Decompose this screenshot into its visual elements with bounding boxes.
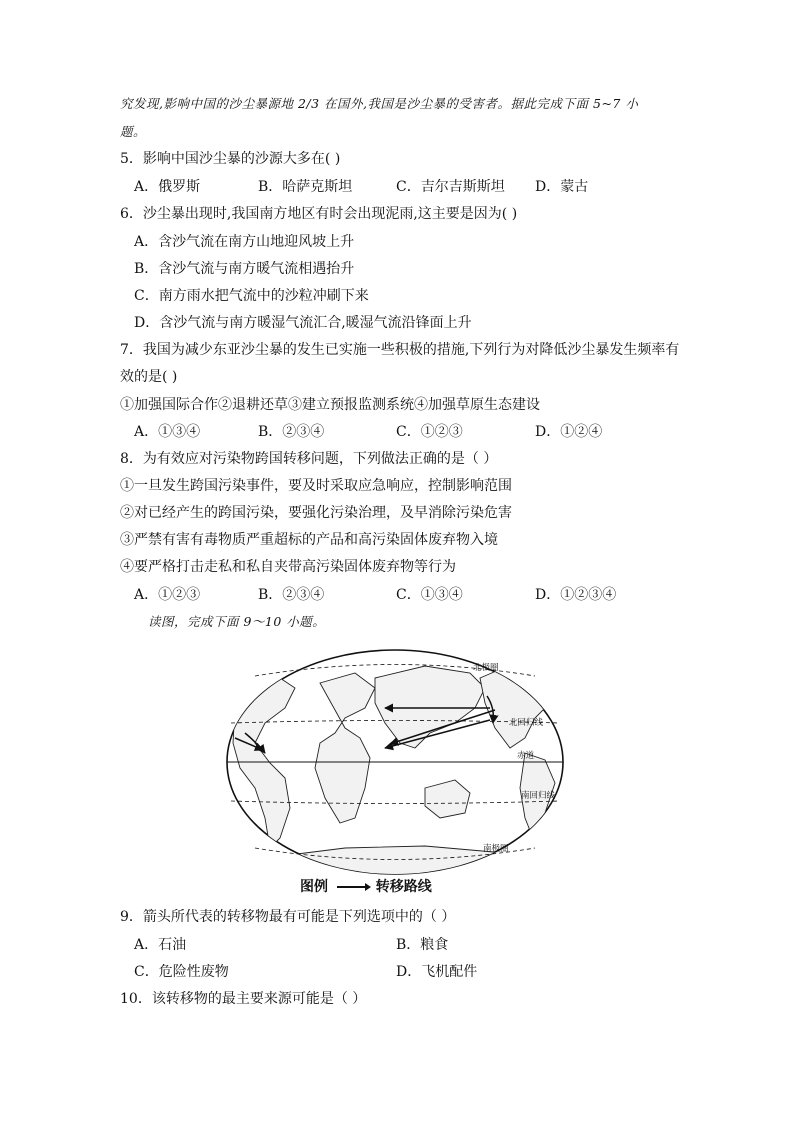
read-instruction: 读图，完成下面 9～10 小题。 — [148, 614, 326, 629]
question-8-statement-1: ①一旦发生跨国污染事件，要及时采取应急响应，控制影响范围 — [120, 478, 512, 494]
question-6-option-b[interactable]: B．含沙气流与南方暖气流相遇抬升 — [134, 261, 355, 277]
world-map-svg — [225, 648, 565, 876]
legend-arrow-icon — [337, 886, 367, 888]
question-9-option-d[interactable]: D．飞机配件 — [396, 964, 478, 980]
label-arctic-circle: 北极圈 — [473, 663, 499, 673]
legend-text: 转移路线 — [375, 879, 432, 895]
question-8-statement-4: ④要严格打击走私和私自夹带高污染固体废弃物等行为 — [120, 559, 456, 575]
question-9-option-b[interactable]: B．粮食 — [396, 937, 449, 953]
world-map-figure — [225, 648, 565, 898]
question-7-option-a[interactable]: A．①③④ — [134, 424, 201, 440]
question-8-statement-2: ②对已经产生的跨国污染，要强化污染治理，及早消除污染危害 — [120, 505, 512, 521]
question-8-option-c[interactable]: C．①③④ — [396, 587, 463, 603]
question-8-statement-3: ③严禁有害有毒物质严重超标的产品和高污染固体废弃物入境 — [120, 532, 498, 548]
label-tropic-capricorn: 南回归线 — [521, 791, 556, 801]
question-6-option-a[interactable]: A．含沙气流在南方山地迎风坡上升 — [134, 234, 355, 250]
question-8-option-a[interactable]: A．①②③ — [134, 587, 201, 603]
question-5-option-b[interactable]: B．哈萨克斯坦 — [258, 179, 353, 195]
intro-line-2: 题。 — [120, 124, 147, 139]
legend-label: 图例 — [300, 879, 328, 895]
intro-line-1: 究发现,影响中国的沙尘暴源地 2/3 在国外,我国是沙尘暴的受害者。据此完成下面 5~7 小 — [120, 96, 639, 111]
question-5-stem: 5．影响中国沙尘暴的沙源大多在( ) — [120, 151, 341, 167]
question-10-stem: 10．该转移物的最主要来源可能是（ ） — [120, 991, 367, 1007]
question-9-stem: 9．箭头所代表的转移物最有可能是下列选项中的（ ） — [120, 909, 456, 925]
question-7-option-d[interactable]: D．①②④ — [535, 424, 603, 440]
question-6-stem: 6．沙尘暴出现时,我国南方地区有时会出现泥雨,这主要是因为( ) — [120, 206, 518, 222]
label-equator: 赤道 — [517, 751, 535, 761]
question-7-stem-line-2: 效的是( ) — [120, 369, 178, 385]
question-6-option-c[interactable]: C．南方雨水把气流中的沙粒冲刷下来 — [134, 288, 369, 304]
question-5-option-a[interactable]: A．俄罗斯 — [134, 179, 201, 195]
question-9-option-a[interactable]: A．石油 — [134, 937, 187, 953]
question-7-option-b[interactable]: B．②③④ — [258, 424, 325, 440]
question-5-option-d[interactable]: D．蒙古 — [535, 179, 589, 195]
question-7-statements: ①加强国际合作②退耕还草③建立预报监测系统④加强草原生态建设 — [120, 397, 540, 413]
question-6-option-d[interactable]: D．含沙气流与南方暖湿气流汇合,暖湿气流沿锋面上升 — [134, 315, 472, 331]
label-antarctic-circle: 南极圈 — [483, 844, 509, 854]
question-8-stem: 8．为有效应对污染物跨国转移问题，下列做法正确的是（ ） — [120, 451, 498, 467]
question-7-option-c[interactable]: C．①②③ — [396, 424, 463, 440]
label-tropic-cancer: 北回归线 — [509, 718, 544, 728]
question-7-stem-line-1: 7．我国为减少东亚沙尘暴的发生已实施一些积极的措施,下列行为对降低沙尘暴发生频率有 — [120, 342, 680, 358]
question-8-option-d[interactable]: D．①②③④ — [535, 587, 617, 603]
question-8-option-b[interactable]: B．②③④ — [258, 587, 325, 603]
question-5-option-c[interactable]: C．吉尔吉斯斯坦 — [396, 179, 505, 195]
question-9-option-c[interactable]: C．危险性废物 — [134, 964, 229, 980]
map-legend — [300, 876, 432, 896]
